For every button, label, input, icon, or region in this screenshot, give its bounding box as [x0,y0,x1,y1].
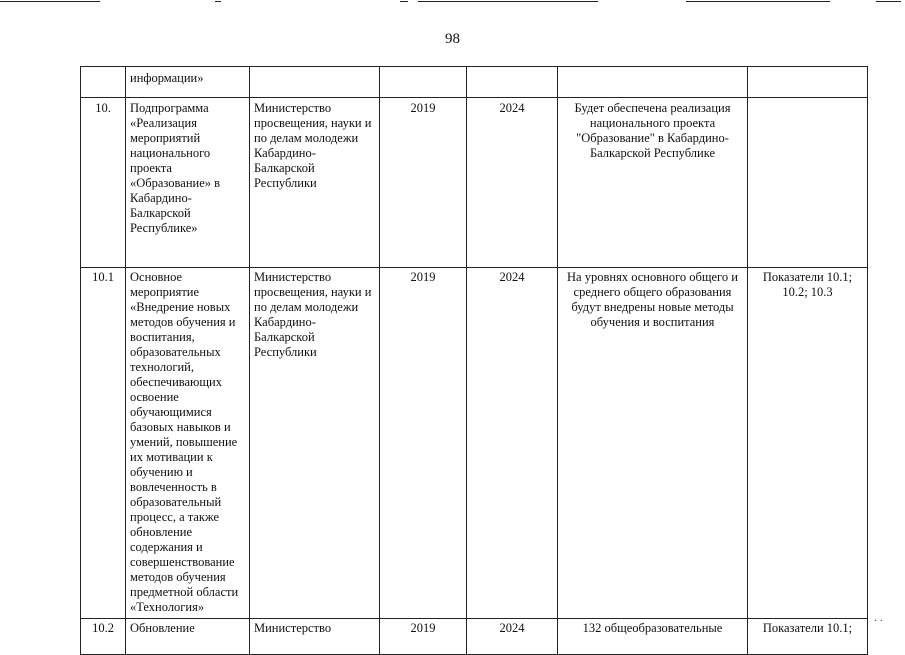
start-year [380,67,467,98]
row-number: 10.2 [81,619,126,655]
end-year: 2024 [467,98,558,268]
scan-line [418,1,598,2]
activity-name: Подпрограмма «Реализация мероприятий национального проекта «Образование» в Кабардино-Балкарской Республике» [126,98,250,268]
end-year [467,67,558,98]
expected-result: На уровнях основного общего и среднего общего образования будут внедрены новые методы обучения и воспитания [558,268,748,619]
scan-line [215,1,221,2]
table-row [81,268,868,619]
executor [250,67,380,98]
scan-line [876,1,901,2]
row-number: 10. [81,98,126,268]
activity-name: Обновление [126,619,250,655]
table-row [81,619,868,655]
indicators [748,98,868,268]
start-year: 2019 [380,619,467,655]
executor: Министерство просвещения, науки и по делам молодежи Кабардино-Балкарской Республики [250,98,380,268]
scan-speck: · · [873,616,883,627]
table-row [81,98,868,268]
program-table [80,66,868,655]
page-number: 98 [445,31,460,47]
expected-result [558,67,748,98]
executor: Министерство [250,619,380,655]
activity-name: Основное мероприятие «Внедрение новых методов обучения и воспитания, образовательных технологий, обеспечивающих освоение обучающимися базовых навыков и умений, повышение их мотивации к обучению и вовлеченность в образовательный процесс, а также обновление содержания и совершенствование методов обучения предметной области «Технология» [126,268,250,619]
table-row [81,67,868,98]
scan-line [400,1,408,2]
scan-line [0,1,100,2]
start-year: 2019 [380,98,467,268]
expected-result: Будет обеспечена реализация национального проекта "Образование" в Кабардино-Балкарской Республике [558,98,748,268]
expected-result: 132 общеобразовательные [558,619,748,655]
scan-line [686,1,830,2]
end-year: 2024 [467,619,558,655]
row-number: 10.1 [81,268,126,619]
executor: Министерство просвещения, науки и по делам молодежи Кабардино-Балкарской Республики [250,268,380,619]
activity-name: информации» [126,67,250,98]
end-year: 2024 [467,268,558,619]
indicators: Показатели 10.1; 10.2; 10.3 [748,268,868,619]
row-number [81,67,126,98]
indicators: Показатели 10.1; [748,619,868,655]
start-year: 2019 [380,268,467,619]
indicators [748,67,868,98]
